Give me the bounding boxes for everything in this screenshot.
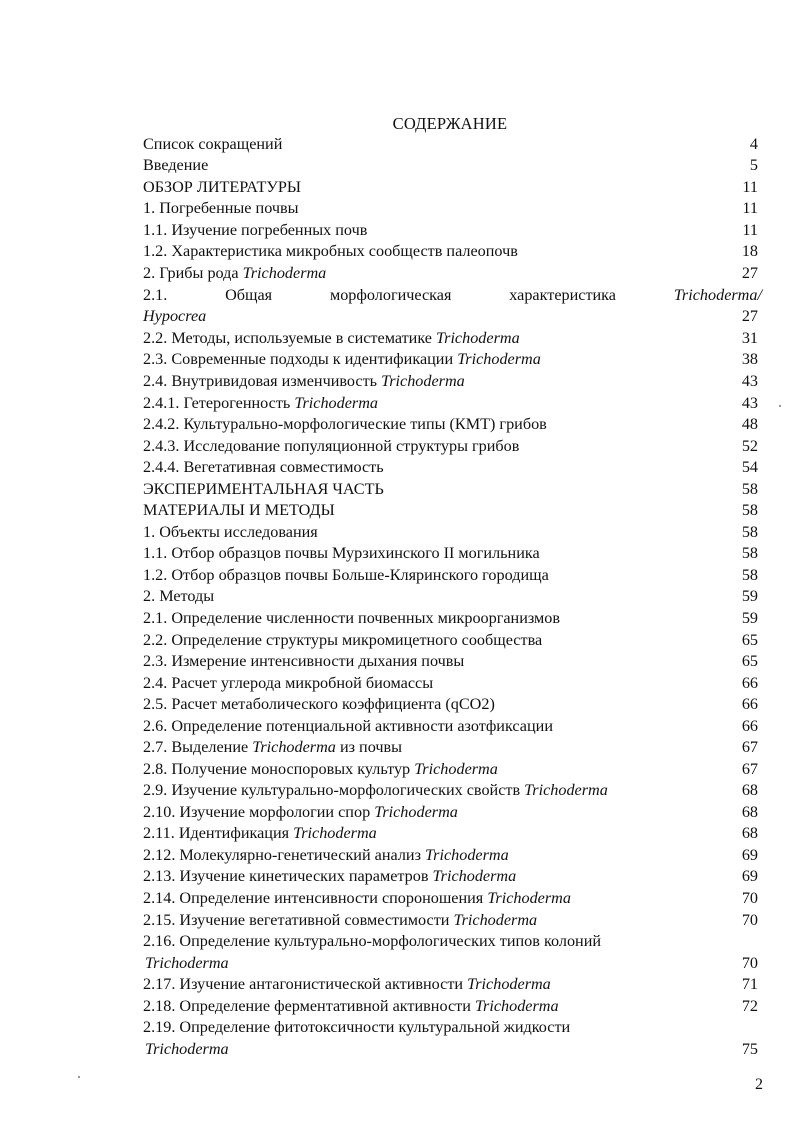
toc-entry-label: 2.4.2. Культурально-морфологические типы (КМТ) грибов — [143, 415, 547, 433]
toc-entry-page: 66 — [741, 717, 758, 735]
toc-entry — [0, 694, 793, 715]
toc-entry-label: 2.3. Современные подходы к идентификации Trichoderma — [143, 350, 541, 368]
toc-entry — [0, 198, 793, 219]
toc-entry-italic: Trichoderma — [487, 889, 571, 907]
toc-entry — [0, 673, 793, 694]
toc-entry-italic: Trichoderma — [145, 954, 229, 972]
toc-entry-label: 1. Погребенные почвы — [143, 199, 299, 217]
toc-entry — [0, 393, 793, 414]
toc-entry-page: 58 — [741, 501, 758, 519]
toc-entry-label: 2.2. Методы, используемые в систематике Trichoderma — [143, 329, 520, 347]
toc-entry-page: 70 — [741, 954, 758, 972]
toc-entry-word: характеристика — [509, 286, 616, 304]
toc-entry — [0, 457, 793, 478]
toc-entry-label: 2.9. Изучение культурально-морфологических свойств Trichoderma — [143, 781, 608, 799]
toc-entry-italic: Hypocrea — [143, 307, 207, 325]
toc-entry-page: 69 — [741, 846, 758, 864]
toc-entry — [0, 1017, 793, 1038]
toc-entry-italic: Trichoderma — [242, 264, 327, 282]
toc-entry-page: 58 — [741, 544, 758, 562]
toc-entry-page: 38 — [741, 350, 758, 368]
toc-entry — [0, 953, 793, 974]
toc-entry-label: 2.15. Изучение вегетативной совместимости Trichoderma — [143, 911, 538, 929]
toc-entry-label: ЭКСПЕРИМЕНТАЛЬНАЯ ЧАСТЬ — [143, 480, 384, 498]
toc-entry — [0, 759, 793, 780]
toc-entry-italic: Trichoderma — [457, 350, 541, 368]
toc-entry-page: 70 — [741, 911, 758, 929]
toc-entry — [0, 436, 793, 457]
toc-entry-label: 2.19. Определение фитотоксичности культуральной жидкости — [143, 1018, 571, 1036]
toc-entry-italic: Trichoderma — [294, 394, 378, 412]
toc-entry — [0, 888, 793, 909]
toc-entry-label: 2.8. Получение моноспоровых культур Trichoderma — [143, 760, 498, 778]
toc-entry — [0, 630, 793, 651]
toc-entry — [0, 651, 793, 672]
toc-entry-label: 1.2. Отбор образцов почвы Больше-Кляринского городища — [143, 566, 549, 584]
toc-entry-page: 58 — [741, 566, 758, 584]
toc-entry — [0, 974, 793, 995]
toc-entry-page: 68 — [741, 781, 758, 799]
toc-entry — [0, 177, 793, 198]
toc-entry-label: 2.2. Определение структуры микромицетного сообщества — [143, 631, 543, 649]
page-number: 2 — [755, 1076, 763, 1093]
toc-entry-label: Введение — [143, 156, 209, 174]
toc-entry-label: 2.4. Расчет углерода микробной биомассы — [143, 674, 434, 692]
toc-entry — [0, 500, 793, 521]
toc-entry-page: 68 — [741, 824, 758, 842]
toc-entry-word: 2.1. — [143, 286, 168, 304]
toc-entry-page: 43 — [741, 372, 758, 390]
toc-entry-label: МАТЕРИАЛЫ И МЕТОДЫ — [143, 501, 335, 519]
toc-entry-italic: Trichoderma — [474, 997, 559, 1015]
toc-entry-page: 65 — [741, 631, 758, 649]
toc-entry-page: 31 — [741, 329, 758, 347]
toc-entry-label: 1.1. Отбор образцов почвы Мурзихинского II могильника — [143, 544, 540, 562]
toc-entry-page: 59 — [741, 587, 758, 605]
toc-entry — [0, 586, 793, 607]
toc-entry — [0, 910, 793, 931]
toc-entry-label: 2.18. Определение ферментативной активности Trichoderma — [143, 997, 559, 1015]
toc-entry-italic: Trichoderma — [145, 1040, 229, 1058]
toc-entry-page: 75 — [741, 1040, 758, 1058]
toc-entry-page: 11 — [742, 199, 758, 217]
toc-entry-label: 1.2. Характеристика микробных сообществ палеопочв — [143, 242, 518, 260]
toc-entry — [0, 134, 793, 155]
toc-entry-page: 65 — [741, 652, 758, 670]
toc-entry — [0, 845, 793, 866]
toc-entry-page: 58 — [741, 523, 758, 541]
toc-entry-page: 27 — [741, 307, 758, 325]
toc-entry-label: 2.16. Определение культурально-морфологических типов колоний — [143, 932, 602, 950]
toc-entry-label: 2.4.4. Вегетативная совместимость — [143, 458, 384, 476]
toc-entry-page: 48 — [741, 415, 758, 433]
toc-entry-italic: Trichoderma — [436, 329, 520, 347]
toc-entry-justified-line — [143, 285, 762, 306]
toc-entry-italic: Trichoderma — [453, 911, 538, 929]
toc-entry-page: 67 — [741, 738, 758, 756]
toc-entry-italic: Trichoderma — [425, 846, 509, 864]
toc-entry-label: 2.14. Определение интенсивности спороношения Trichoderma — [143, 889, 571, 907]
toc-entry — [0, 716, 793, 737]
toc-entry-page: 67 — [741, 760, 758, 778]
toc-entry — [0, 565, 793, 586]
scan-speck — [779, 405, 781, 407]
toc-entry-italic: Trichoderma — [524, 781, 608, 799]
toc-entry-label: 2.11. Идентификация Trichoderma — [143, 824, 377, 842]
toc-entry-page: 5 — [749, 156, 758, 174]
toc-entry-label: 2.4.1. Гетерогенность Trichoderma — [143, 394, 378, 412]
toc-entry-label: 2.13. Изучение кинетических параметров Trichoderma — [143, 867, 517, 885]
toc-entry-page: 72 — [741, 997, 758, 1015]
toc-entry-page: 4 — [749, 135, 758, 153]
toc-entry — [0, 996, 793, 1017]
toc-entry-page: 43 — [741, 394, 758, 412]
scan-speck — [78, 1076, 80, 1078]
toc-entry-label: Список сокращений — [143, 135, 283, 153]
toc-entry-label: 2. Методы — [143, 587, 215, 605]
toc-entry-word: морфологическая — [329, 286, 452, 304]
toc-entry — [0, 866, 793, 887]
toc-entry-label: 1. Объекты исследования — [143, 523, 318, 541]
toc-entry-label: 2.12. Молекулярно-генетический анализ Trichoderma — [143, 846, 509, 864]
toc-entry-label: 1.1. Изучение погребенных почв — [143, 221, 368, 239]
toc-entry-page: 66 — [741, 674, 758, 692]
toc-entry — [0, 522, 793, 543]
toc-entry — [0, 802, 793, 823]
toc-entry — [0, 823, 793, 844]
toc-entry-word: Общая — [225, 286, 273, 304]
toc-entry-italic: Trichoderma — [467, 975, 551, 993]
toc-entry-label: 2.5. Расчет метаболического коэффициента (qCO2) — [143, 695, 495, 713]
toc-entry-page: 59 — [741, 609, 758, 627]
toc-entry-page: 58 — [741, 480, 758, 498]
toc-entry — [0, 349, 793, 370]
toc-entry-label: 2.17. Изучение антагонистической активности Trichoderma — [143, 975, 551, 993]
toc-entry-page: 54 — [741, 458, 758, 476]
toc-entry — [0, 241, 793, 262]
toc-entry — [0, 306, 793, 327]
toc-entry-label: 2.4. Внутривидовая изменчивость Trichoderma — [143, 372, 465, 390]
toc-entry-italic: Trichoderma — [252, 738, 336, 756]
toc-entry-page: 27 — [741, 264, 758, 282]
toc-entry — [0, 737, 793, 758]
toc-entry — [0, 414, 793, 435]
toc-entry — [0, 1039, 793, 1060]
toc-entry-page: 70 — [741, 889, 758, 907]
toc-entry-label: 2.3. Измерение интенсивности дыхания почвы — [143, 652, 465, 670]
toc-entry-page: 18 — [741, 242, 758, 260]
toc-entry-label: 2. Грибы рода Trichoderma — [143, 264, 327, 282]
toc-entry-page: 69 — [741, 867, 758, 885]
toc-entry — [0, 328, 793, 349]
toc-entry-label: 2.6. Определение потенциальной активности азотфиксации — [143, 717, 553, 735]
toc-entry — [0, 479, 793, 500]
toc-entry-italic: Trichoderma — [381, 372, 465, 390]
toc-entry — [0, 931, 793, 952]
toc-entry-italic: Trichoderma — [414, 760, 498, 778]
page-title: СОДЕРЖАНИЕ — [392, 114, 508, 133]
toc-entry — [0, 220, 793, 241]
toc-entry-label: 2.1. Определение численности почвенных микроорганизмов — [143, 609, 561, 627]
toc-entry-page: 71 — [741, 975, 758, 993]
toc-entry — [0, 371, 793, 392]
toc-entry — [0, 263, 793, 284]
toc-entry-italic: Trichoderma — [374, 803, 458, 821]
toc-entry-page: 66 — [741, 695, 758, 713]
toc-entry-page: 52 — [741, 437, 758, 455]
toc-entry-label: 2.4.3. Исследование популяционной структуры грибов — [143, 437, 520, 455]
toc-entry-italic: Trichoderma — [432, 867, 517, 885]
toc-entry-italic: Trichoderma/ — [673, 286, 762, 304]
toc-entry — [0, 543, 793, 564]
toc-entry-page: 11 — [742, 221, 758, 239]
toc-entry-label: 2.10. Изучение морфологии спор Trichoderma — [143, 803, 458, 821]
toc-entry-page: 68 — [741, 803, 758, 821]
toc-entry-italic: Trichoderma — [293, 824, 377, 842]
toc-entry — [0, 780, 793, 801]
toc-entry-label: ОБЗОР ЛИТЕРАТУРЫ — [143, 178, 301, 196]
toc-entry — [0, 608, 793, 629]
toc-entry — [0, 155, 793, 176]
toc-entry-label: 2.7. Выделение Trichoderma из почвы — [143, 738, 403, 756]
toc-entry-page: 11 — [742, 178, 758, 196]
